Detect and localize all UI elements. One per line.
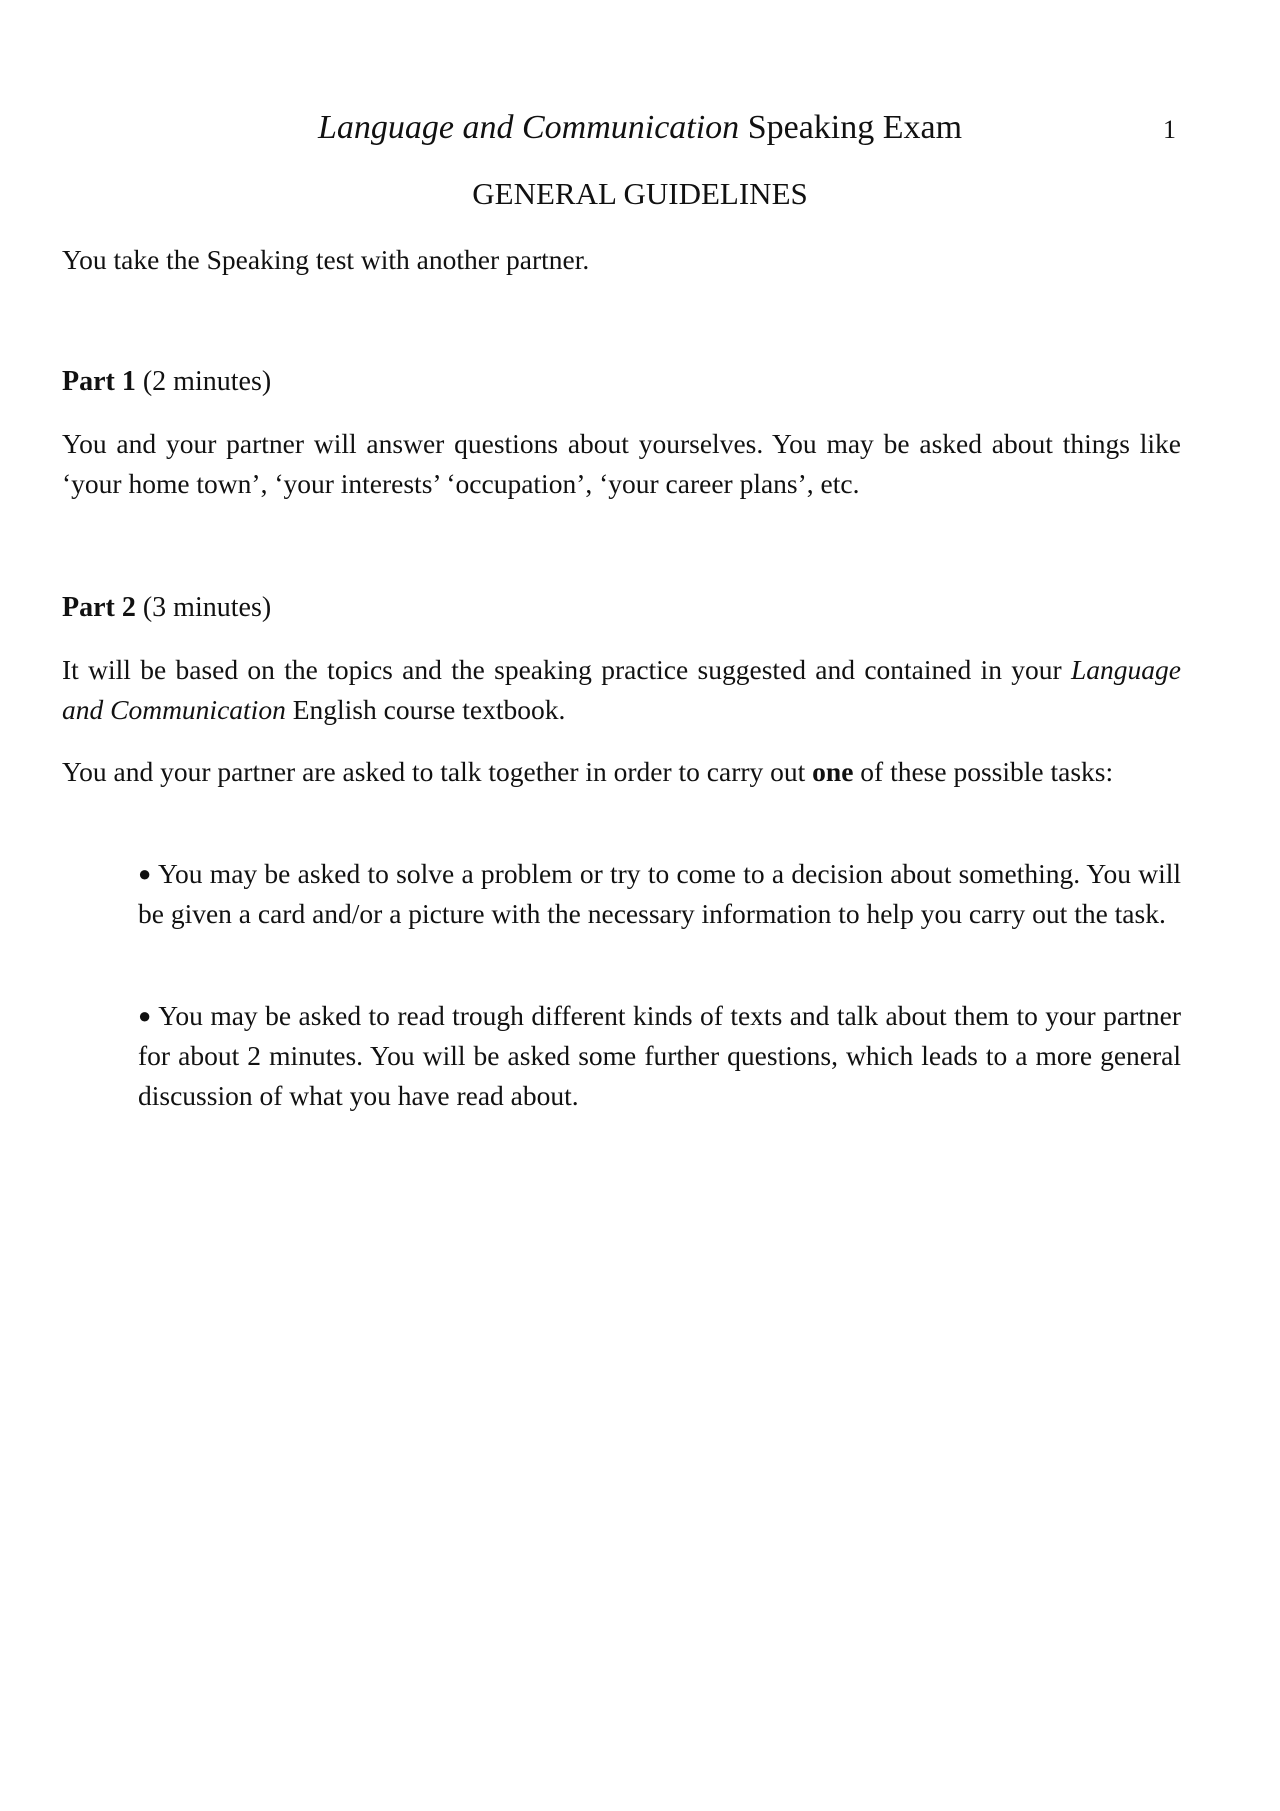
part1-label: Part 1	[62, 366, 136, 397]
part2-text1-start: It will be based on the topics and the speaking practice suggested and contained in your	[62, 654, 1071, 685]
part2-text1-end: English course textbook.	[285, 694, 566, 725]
list-item	[138, 854, 1181, 934]
part1-heading	[62, 362, 271, 402]
part2-paragraph-2	[62, 752, 1181, 792]
part2-label: Part 2	[62, 592, 136, 623]
part1-duration: (2 minutes)	[135, 366, 272, 397]
header-title	[0, 106, 1280, 150]
page-number: 1	[1163, 115, 1176, 144]
header-title-rest: Speaking Exam	[739, 109, 963, 146]
part2-duration: (3 minutes)	[135, 592, 272, 623]
header-title-italic: Language and Communication	[317, 109, 740, 146]
bullet-text: You may be asked to read trough different kinds of texts and talk about them to your partner for about 2 minutes. You will be asked some further questions, which leads to a more general discussion of what you have read about.	[138, 1000, 1182, 1111]
part2-text2-start: You and your partner are asked to talk together in order to carry out	[62, 756, 813, 787]
part2-text1-italic: Language and Communication	[62, 654, 1181, 725]
list-item	[138, 996, 1181, 1116]
page-title: GENERAL GUIDELINES	[472, 176, 808, 211]
part2-text2-end: of these possible tasks:	[853, 756, 1114, 787]
part2-paragraph-1	[62, 650, 1181, 730]
part2-text2-bold: one	[812, 756, 854, 787]
part1-paragraph: You and your partner will answer questions about yourselves. You may be asked about things like ‘your home town’, ‘your interests’ ‘occupation’, ‘your career plans’, etc.	[62, 428, 1181, 499]
intro-paragraph: You take the Speaking test with another partner.	[62, 244, 590, 275]
bullet-icon: ●	[138, 1003, 152, 1028]
bullet-icon: ●	[138, 861, 152, 886]
bullet-text: You may be asked to solve a problem or try to come to a decision about something. You will be given a card and/or a picture with the necessary information to help you carry out the task.	[138, 858, 1182, 929]
part2-heading	[62, 588, 271, 628]
